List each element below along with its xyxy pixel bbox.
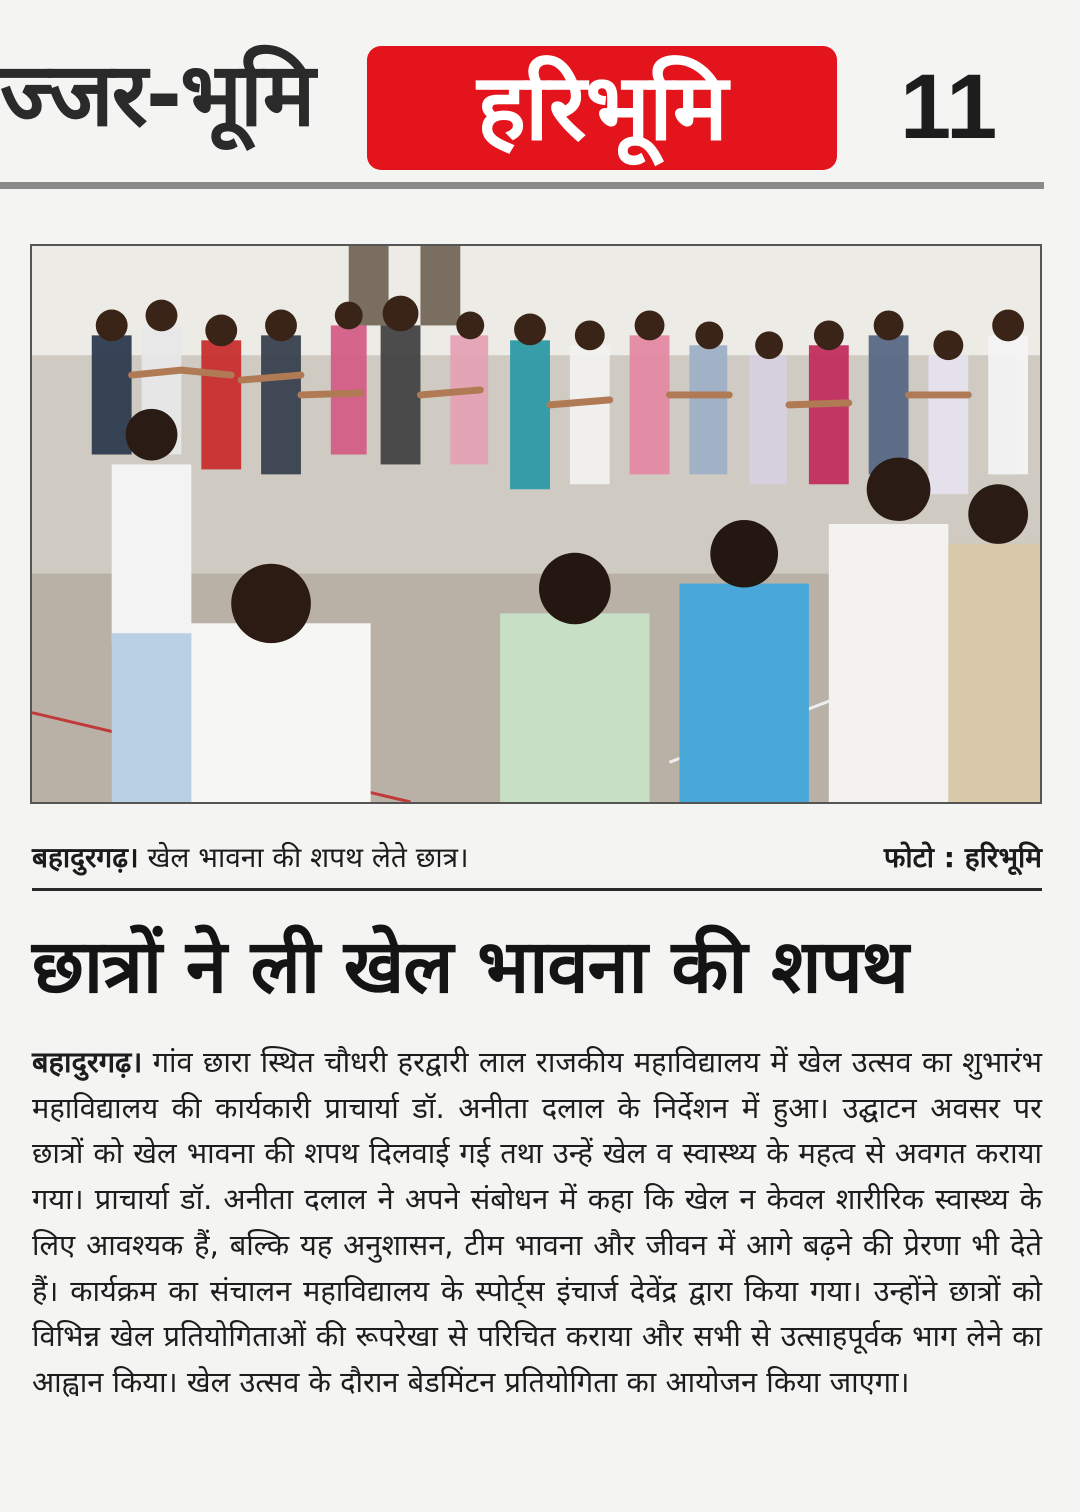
page-number: 11	[900, 56, 998, 158]
photo-credit: फोटो : हरिभूमि	[883, 841, 1042, 874]
caption-divider	[32, 888, 1042, 891]
article-body-text: गांव छारा स्थित चौधरी हरद्वारी लाल राजकीय महाविद्यालय में खेल उत्सव का शुभारंभ महाविद्यालय की कार्यकारी प्राचार्या डॉ. अनीता दलाल के निर्देशन में हुआ। उद्घाटन अवसर पर छात्रों को खेल भावना की शपथ दिलवाई गई तथा उन्हें खेल व स्वास्थ्य के महत्व से अवगत कराया गया। प्राचार्या डॉ. अनीता दलाल ने अपने संबोधन में कहा कि खेल न केवल शारीरिक स्वास्थ्य के लिए आवश्यक हैं, बल्कि यह अनुशासन, टीम भावना और जीवन में आगे बढ़ने की प्रेरणा भी देते हैं। कार्यक्रम का संचालन महाविद्यालय के स्पोर्ट्स इंचार्ज देवेंद्र द्वारा किया गया। उन्होंने छात्रों को विभिन्न खेल प्रतियोगिताओं की रूपरेखा से परिचित कराया और सभी से उत्साहपूर्वक भाग लेने का आह्वान किया। खेल उत्सव के दौरान बेडमिंटन प्रतियोगिता का आयोजन किया जाएगा।	[32, 1045, 1042, 1399]
photo-caption	[32, 834, 1042, 882]
article-body	[32, 1040, 1042, 1406]
caption-place: बहादुरगढ़।	[32, 841, 139, 874]
caption-text-group	[32, 834, 469, 882]
news-photo	[30, 244, 1042, 804]
caption-text: खेल भावना की शपथ लेते छात्र।	[138, 841, 469, 874]
header-divider	[0, 182, 1044, 189]
article-dateline: बहादुरगढ़।	[32, 1045, 143, 1079]
article-headline: छात्रों ने ली खेल भावना की शपथ	[32, 924, 908, 1010]
newspaper-logo	[367, 46, 837, 170]
logo-text: हरिभूमि	[477, 54, 727, 161]
masthead	[0, 0, 1080, 200]
students-taking-oath-image	[32, 246, 1040, 802]
section-name: ज्जर-भूमि	[0, 43, 314, 146]
